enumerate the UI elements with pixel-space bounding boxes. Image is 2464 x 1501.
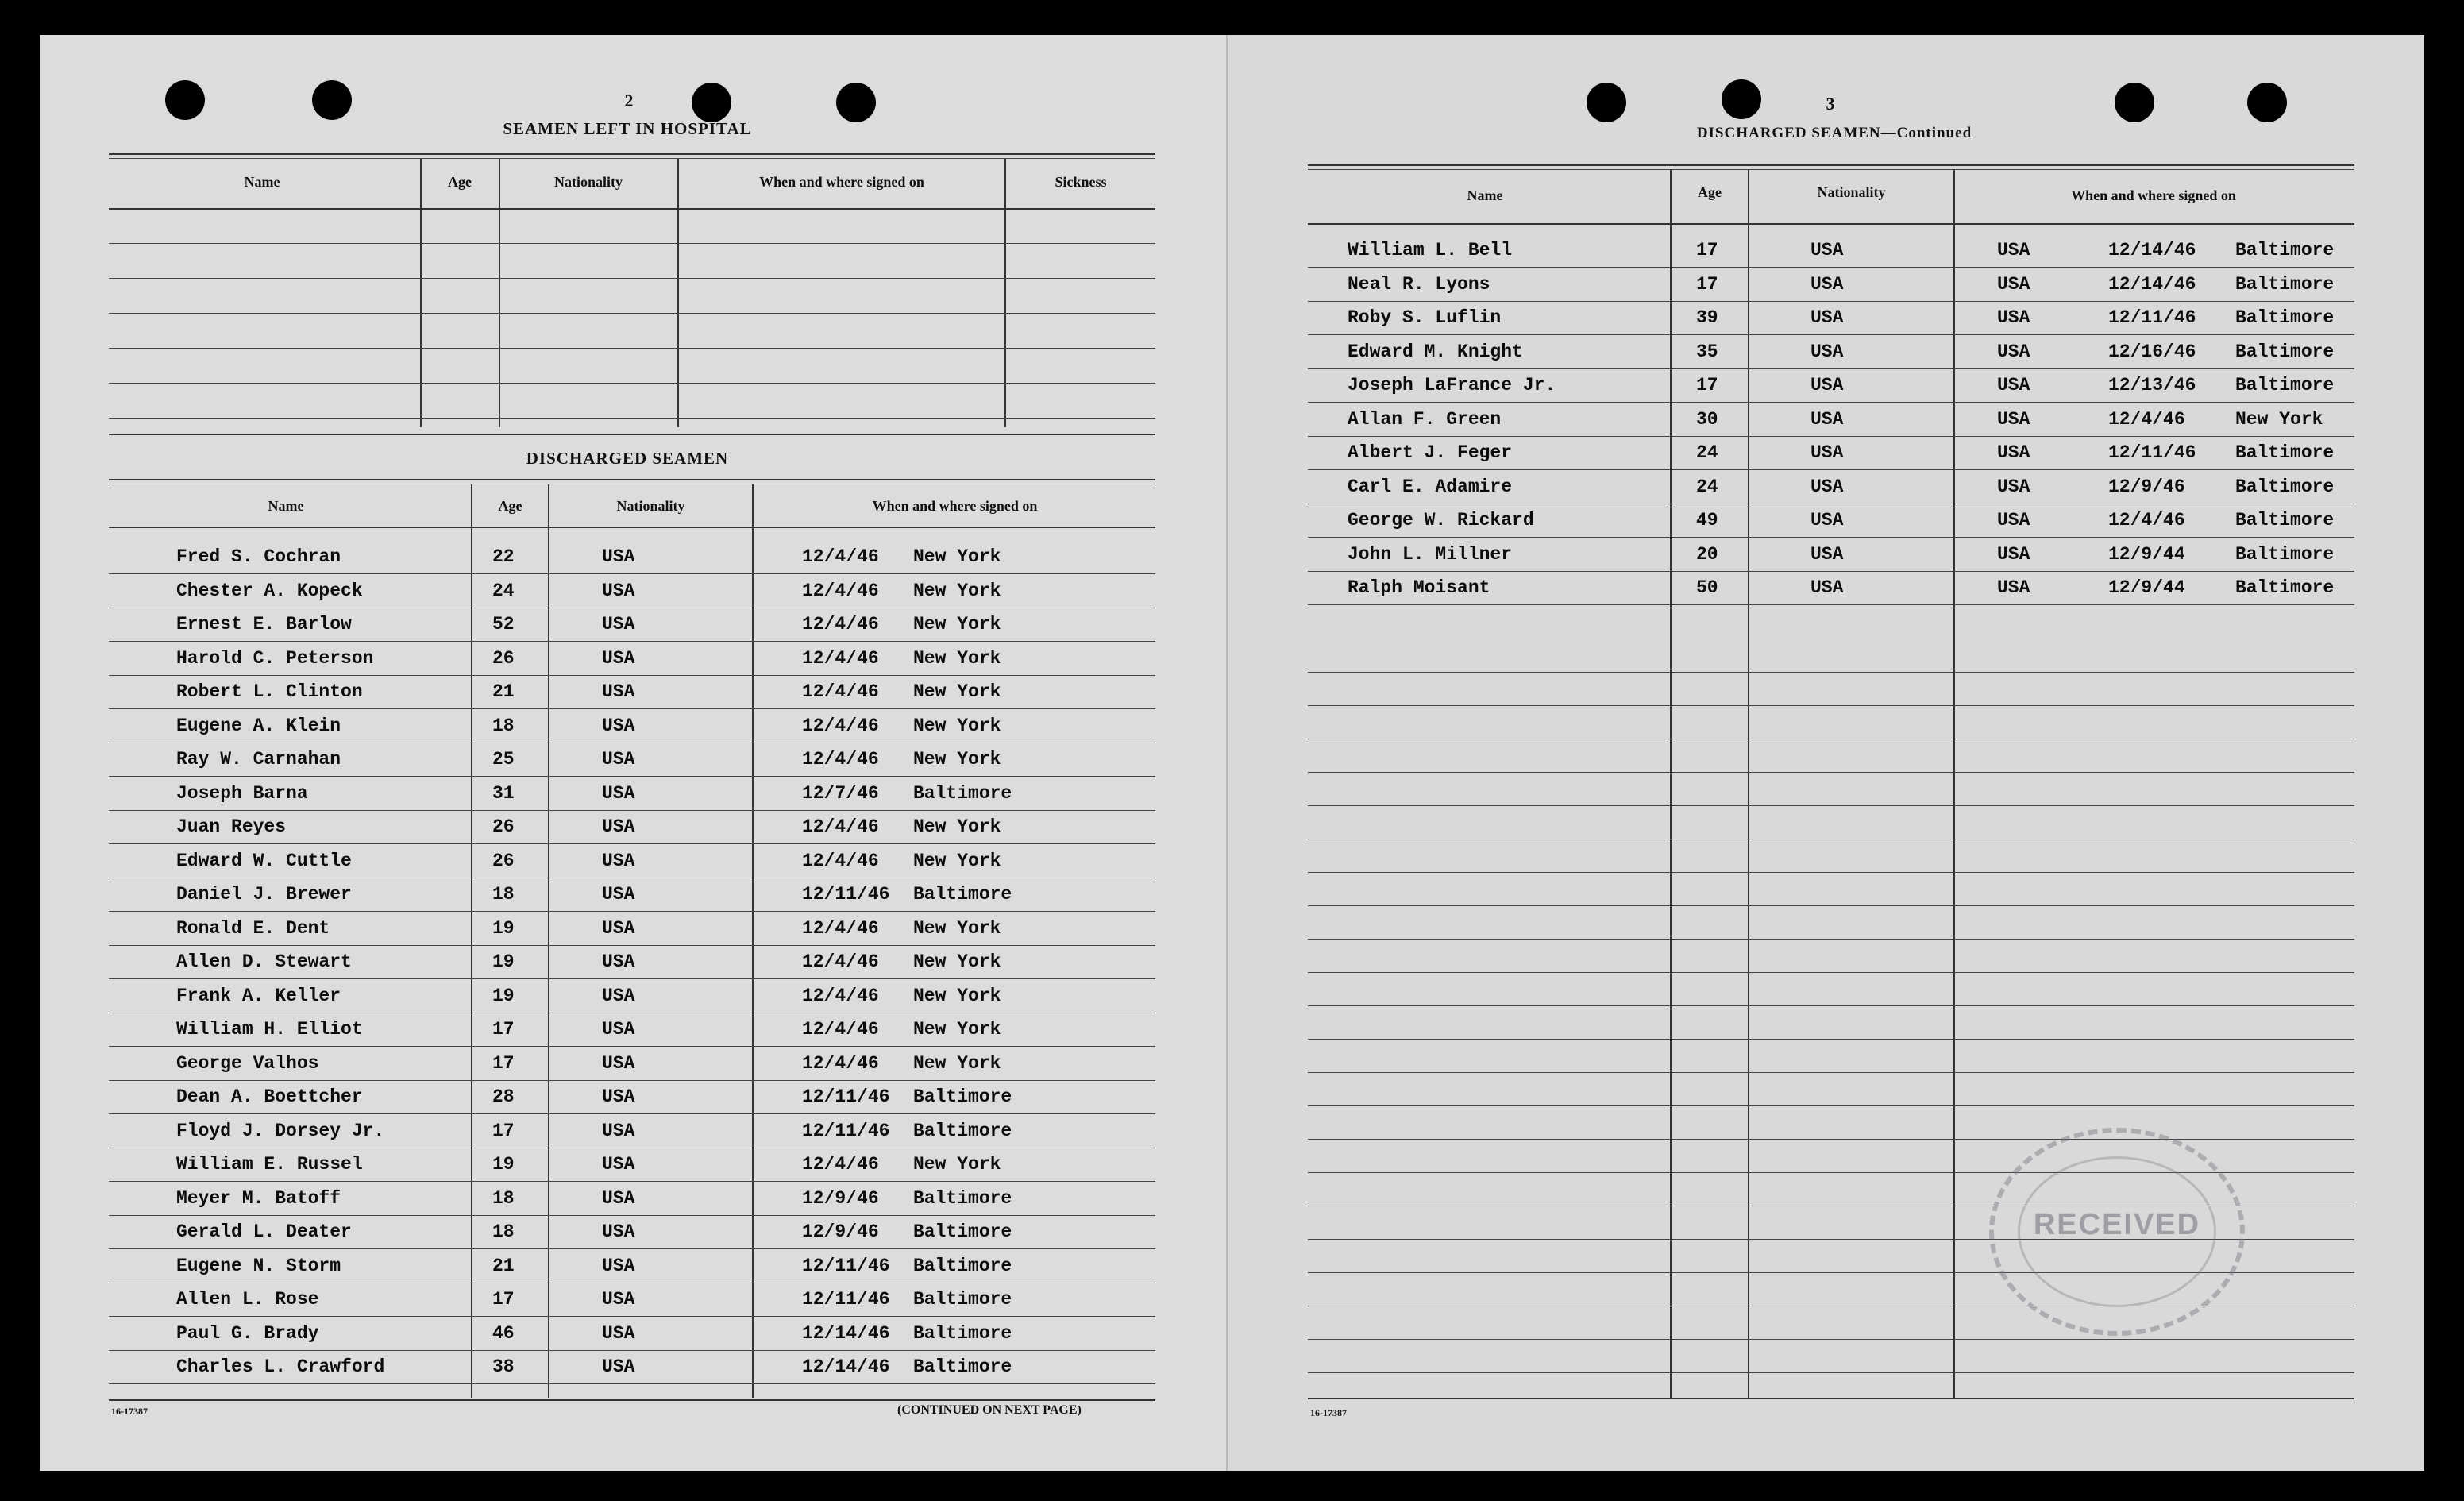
row-rule <box>1308 571 2354 572</box>
seaman-name: Allan F. Green <box>1348 409 1502 430</box>
seaman-nationality: USA <box>1810 477 1844 497</box>
row-rule <box>1308 402 2354 403</box>
signed-on-date: 12/4/46 <box>802 546 879 567</box>
signed-on-date: 12/4/46 <box>802 1154 879 1175</box>
page-fold <box>1226 35 1228 1471</box>
page-number-left: 2 <box>624 91 634 110</box>
seaman-name: Albert J. Feger <box>1348 442 1513 463</box>
signed-on-date: 12/4/46 <box>802 851 879 871</box>
signed-on-date: 12/4/46 <box>802 648 879 669</box>
signed-on-place: Baltimore <box>913 1356 1012 1377</box>
seaman-name: Paul G. Brady <box>176 1323 319 1344</box>
seaman-age: 19 <box>492 986 515 1006</box>
signed-on-country: USA <box>1997 409 2030 430</box>
seaman-age: 18 <box>492 716 515 736</box>
seaman-name: Meyer M. Batoff <box>176 1188 341 1209</box>
punch-hole <box>165 80 205 120</box>
seaman-name: Roby S. Luflin <box>1348 307 1502 328</box>
signed-on-date: 12/7/46 <box>802 783 879 804</box>
seaman-name: Ray W. Carnahan <box>176 749 341 770</box>
signed-on-date: 12/14/46 <box>802 1356 890 1377</box>
seaman-name: Ronald E. Dent <box>176 918 330 939</box>
signed-on-place: Baltimore <box>913 783 1012 804</box>
column-rule <box>1953 170 1955 1399</box>
signed-on-date: 12/11/46 <box>802 1121 890 1141</box>
seaman-nationality: USA <box>602 918 635 939</box>
signed-on-place: Baltimore <box>913 1121 1012 1141</box>
signed-on-country: USA <box>1997 442 2030 463</box>
seaman-age: 20 <box>1696 544 1718 565</box>
seaman-age: 18 <box>492 1221 515 1242</box>
continued-note: (CONTINUED ON NEXT PAGE) <box>897 1403 1082 1417</box>
row-rule <box>109 776 1155 777</box>
seaman-nationality: USA <box>602 986 635 1006</box>
seaman-age: 49 <box>1696 510 1718 531</box>
continued-header-name: Name <box>1467 187 1503 203</box>
signed-on-place: Baltimore <box>913 1086 1012 1107</box>
row-rule <box>109 810 1155 811</box>
stamp-label: RECEIVED <box>2033 1208 2201 1241</box>
seaman-name: Edward M. Knight <box>1348 341 1523 362</box>
rule <box>109 527 1155 528</box>
rule <box>109 243 1155 244</box>
row-rule <box>109 978 1155 979</box>
rule <box>109 479 1155 480</box>
row-rule <box>109 1383 1155 1384</box>
seaman-age: 50 <box>1696 577 1718 598</box>
seaman-name: Chester A. Kopeck <box>176 581 363 601</box>
row-rule <box>109 675 1155 676</box>
seaman-name: Allen L. Rose <box>176 1289 319 1310</box>
signed-on-place: Baltimore <box>913 884 1012 905</box>
signed-on-date: 12/11/46 <box>802 1256 890 1276</box>
seaman-age: 17 <box>1696 240 1718 260</box>
rule <box>109 158 1155 159</box>
seaman-nationality: USA <box>602 1019 635 1040</box>
seaman-nationality: USA <box>602 1188 635 1209</box>
seaman-age: 30 <box>1696 409 1718 430</box>
seaman-nationality: USA <box>602 884 635 905</box>
signed-on-country: USA <box>1997 375 2030 396</box>
seaman-name: Frank A. Keller <box>176 986 341 1006</box>
signed-on-place: Baltimore <box>913 1289 1012 1310</box>
seaman-name: Joseph Barna <box>176 783 308 804</box>
signed-on-place: New York <box>913 1019 1001 1040</box>
signed-on-country: USA <box>1997 477 2030 497</box>
seaman-nationality: USA <box>602 749 635 770</box>
signed-on-place: Baltimore <box>2235 375 2335 396</box>
row-rule <box>109 1181 1155 1182</box>
seaman-nationality: USA <box>1810 442 1844 463</box>
seaman-age: 17 <box>1696 375 1718 396</box>
seaman-nationality: USA <box>602 1256 635 1276</box>
seaman-nationality: USA <box>602 1221 635 1242</box>
rule <box>1308 223 2354 225</box>
seaman-nationality: USA <box>602 1053 635 1074</box>
rule <box>109 348 1155 349</box>
hospital-header-age: Age <box>448 174 472 190</box>
seaman-nationality: USA <box>1810 341 1844 362</box>
column-rule <box>1670 170 1672 1399</box>
seaman-nationality: USA <box>602 546 635 567</box>
column-rule <box>548 484 549 1398</box>
seaman-age: 24 <box>1696 442 1718 463</box>
hospital-header-nationality: Nationality <box>553 174 623 190</box>
signed-on-date: 12/16/46 <box>2108 341 2196 362</box>
signed-on-place: Baltimore <box>2235 442 2335 463</box>
row-rule <box>1308 1372 2354 1373</box>
seaman-nationality: USA <box>1810 274 1844 295</box>
signed-on-date: 12/4/46 <box>2108 409 2185 430</box>
rule <box>109 208 1155 210</box>
seaman-age: 39 <box>1696 307 1718 328</box>
row-rule <box>1308 1339 2354 1340</box>
seaman-nationality: USA <box>1810 544 1844 565</box>
row-rule <box>1308 267 2354 268</box>
signed-on-country: USA <box>1997 240 2030 260</box>
page-number-right: 3 <box>1826 94 1835 114</box>
seaman-nationality: USA <box>602 614 635 635</box>
signed-on-place: New York <box>913 1154 1001 1175</box>
signed-on-date: 12/11/46 <box>2108 442 2196 463</box>
punch-hole <box>2115 83 2154 122</box>
seaman-age: 17 <box>492 1019 515 1040</box>
row-rule <box>109 708 1155 709</box>
signed-on-date: 12/4/46 <box>802 1053 879 1074</box>
seaman-age: 21 <box>492 1256 515 1276</box>
signed-on-date: 12/14/46 <box>2108 240 2196 260</box>
row-rule <box>109 1215 1155 1216</box>
signed-on-place: New York <box>913 614 1001 635</box>
seaman-age: 28 <box>492 1086 515 1107</box>
row-rule <box>109 1350 1155 1351</box>
seaman-age: 17 <box>492 1053 515 1074</box>
punch-hole <box>692 83 731 122</box>
signed-on-place: New York <box>913 581 1001 601</box>
seaman-age: 18 <box>492 1188 515 1209</box>
signed-on-country: USA <box>1997 274 2030 295</box>
discharged-section-title: DISCHARGED SEAMEN <box>526 449 729 468</box>
signed-on-place: New York <box>913 648 1001 669</box>
rule <box>109 383 1155 384</box>
continued-header-age: Age <box>1698 184 1722 200</box>
signed-on-date: 12/4/46 <box>2108 510 2185 531</box>
seaman-name: Joseph LaFrance Jr. <box>1348 375 1556 396</box>
row-rule <box>109 843 1155 844</box>
signed-on-place: New York <box>913 986 1001 1006</box>
seaman-nationality: USA <box>602 581 635 601</box>
seaman-age: 19 <box>492 1154 515 1175</box>
signed-on-country: USA <box>1997 544 2030 565</box>
discharged-continued-title: DISCHARGED SEAMEN—Continued <box>1696 125 1972 141</box>
seaman-name: Daniel J. Brewer <box>176 884 352 905</box>
seaman-nationality: USA <box>602 1154 635 1175</box>
signed-on-place: Baltimore <box>913 1221 1012 1242</box>
seaman-nationality: USA <box>1810 307 1844 328</box>
seaman-name: Edward W. Cuttle <box>176 851 352 871</box>
discharged-header-nationality: Nationality <box>616 498 685 514</box>
row-rule <box>109 1113 1155 1114</box>
seaman-name: Ernest E. Barlow <box>176 614 352 635</box>
row-rule <box>1308 537 2354 538</box>
row-rule <box>1308 905 2354 906</box>
discharged-header-age: Age <box>498 498 522 514</box>
signed-on-date: 12/11/46 <box>802 1086 890 1107</box>
received-stamp <box>1989 1128 2245 1336</box>
seaman-nationality: USA <box>602 648 635 669</box>
seaman-name: Eugene N. Storm <box>176 1256 341 1276</box>
seaman-name: Neal R. Lyons <box>1348 274 1490 295</box>
signed-on-place: New York <box>2235 409 2323 430</box>
row-rule <box>109 911 1155 912</box>
seaman-age: 19 <box>492 951 515 972</box>
rule <box>109 434 1155 435</box>
signed-on-place: New York <box>913 681 1001 702</box>
row-rule <box>109 945 1155 946</box>
column-rule <box>471 484 472 1398</box>
rule <box>109 418 1155 419</box>
rule <box>1308 169 2354 170</box>
signed-on-place: Baltimore <box>2235 274 2335 295</box>
seaman-age: 17 <box>492 1121 515 1141</box>
seaman-name: Robert L. Clinton <box>176 681 363 702</box>
seaman-age: 26 <box>492 816 515 837</box>
row-rule <box>109 1080 1155 1081</box>
rule <box>1308 164 2354 166</box>
seaman-name: Eugene A. Klein <box>176 716 341 736</box>
seaman-name: Allen D. Stewart <box>176 951 352 972</box>
signed-on-date: 12/4/46 <box>802 951 879 972</box>
row-rule <box>1308 1005 2354 1006</box>
hospital-header-name: Name <box>244 174 280 190</box>
punch-hole <box>2247 83 2287 122</box>
signed-on-date: 12/9/46 <box>2108 477 2185 497</box>
row-rule <box>1308 1039 2354 1040</box>
seaman-name: Fred S. Cochran <box>176 546 341 567</box>
signed-on-place: New York <box>913 851 1001 871</box>
signed-on-date: 12/11/46 <box>802 1289 890 1310</box>
seaman-nationality: USA <box>602 1289 635 1310</box>
seaman-nationality: USA <box>602 1323 635 1344</box>
row-rule <box>1308 772 2354 773</box>
row-rule <box>1308 1139 2354 1140</box>
seaman-nationality: USA <box>1810 240 1844 260</box>
signed-on-date: 12/11/46 <box>2108 307 2196 328</box>
row-rule <box>1308 805 2354 806</box>
row-rule <box>109 1248 1155 1249</box>
hospital-section-title: SEAMEN LEFT IN HOSPITAL <box>503 119 752 138</box>
signed-on-country: USA <box>1997 341 2030 362</box>
signed-on-place: Baltimore <box>2235 577 2335 598</box>
signed-on-place: Baltimore <box>913 1323 1012 1344</box>
seaman-age: 19 <box>492 918 515 939</box>
row-rule <box>1308 301 2354 302</box>
seaman-name: William L. Bell <box>1348 240 1513 260</box>
column-rule <box>499 159 500 427</box>
row-rule <box>109 1046 1155 1047</box>
seaman-nationality: USA <box>602 851 635 871</box>
signed-on-date: 12/4/46 <box>802 581 879 601</box>
row-rule <box>1308 436 2354 437</box>
seaman-nationality: USA <box>602 1356 635 1377</box>
seaman-name: Dean A. Boettcher <box>176 1086 363 1107</box>
seaman-name: John L. Millner <box>1348 544 1513 565</box>
signed-on-date: 12/9/44 <box>2108 577 2185 598</box>
continued-header-nationality: Nationality <box>1817 184 1886 200</box>
signed-on-country: USA <box>1997 510 2030 531</box>
signed-on-place: New York <box>913 951 1001 972</box>
seaman-age: 18 <box>492 884 515 905</box>
seaman-nationality: USA <box>602 951 635 972</box>
rule <box>109 278 1155 279</box>
signed-on-date: 12/11/46 <box>802 884 890 905</box>
discharged-header-signed-on: When and where signed on <box>872 498 1038 514</box>
signed-on-date: 12/9/44 <box>2108 544 2185 565</box>
row-rule <box>1308 334 2354 335</box>
signed-on-date: 12/9/46 <box>802 1188 879 1209</box>
punch-hole <box>312 80 352 120</box>
seaman-name: George W. Rickard <box>1348 510 1534 531</box>
signed-on-date: 12/14/46 <box>2108 274 2196 295</box>
column-rule <box>1748 170 1749 1399</box>
seaman-age: 26 <box>492 648 515 669</box>
seaman-name: Harold C. Peterson <box>176 648 374 669</box>
seaman-name: Carl E. Adamire <box>1348 477 1513 497</box>
seaman-age: 46 <box>492 1323 515 1344</box>
seaman-age: 52 <box>492 614 515 635</box>
column-rule <box>752 484 754 1398</box>
signed-on-date: 12/4/46 <box>802 986 879 1006</box>
row-rule <box>1308 368 2354 369</box>
signed-on-date: 12/9/46 <box>802 1221 879 1242</box>
column-rule <box>1004 159 1006 427</box>
signed-on-place: New York <box>913 716 1001 736</box>
seaman-name: Juan Reyes <box>176 816 287 837</box>
hospital-header-signed-on: When and where signed on <box>759 174 924 190</box>
seaman-nationality: USA <box>602 783 635 804</box>
column-rule <box>677 159 679 427</box>
seaman-age: 25 <box>492 749 515 770</box>
seaman-age: 24 <box>1696 477 1718 497</box>
row-rule <box>1308 1105 2354 1106</box>
seaman-age: 26 <box>492 851 515 871</box>
row-rule <box>1308 672 2354 673</box>
row-rule <box>1308 872 2354 873</box>
signed-on-place: New York <box>913 546 1001 567</box>
seaman-nationality: USA <box>1810 409 1844 430</box>
seaman-age: 31 <box>492 783 515 804</box>
rule <box>109 153 1155 155</box>
row-rule <box>109 1316 1155 1317</box>
seaman-age: 17 <box>492 1289 515 1310</box>
seaman-nationality: USA <box>602 681 635 702</box>
seaman-name: Gerald L. Deater <box>176 1221 352 1242</box>
seaman-nationality: USA <box>602 1121 635 1141</box>
row-rule <box>1308 939 2354 940</box>
row-rule <box>1308 469 2354 470</box>
seaman-name: William H. Elliot <box>176 1019 363 1040</box>
rule <box>109 313 1155 314</box>
seaman-age: 38 <box>492 1356 515 1377</box>
seaman-name: Floyd J. Dorsey Jr. <box>176 1121 385 1141</box>
seaman-age: 35 <box>1696 341 1718 362</box>
row-rule <box>109 573 1155 574</box>
row-rule <box>1308 972 2354 973</box>
signed-on-date: 12/4/46 <box>802 1019 879 1040</box>
signed-on-date: 12/4/46 <box>802 749 879 770</box>
signed-on-place: Baltimore <box>913 1256 1012 1276</box>
seaman-nationality: USA <box>602 816 635 837</box>
row-rule <box>1308 604 2354 605</box>
signed-on-place: New York <box>913 749 1001 770</box>
seaman-name: Charles L. Crawford <box>176 1356 385 1377</box>
signed-on-place: Baltimore <box>2235 341 2335 362</box>
punch-hole <box>836 83 876 122</box>
seaman-nationality: USA <box>602 716 635 736</box>
signed-on-place: Baltimore <box>2235 240 2335 260</box>
seaman-name: Ralph Moisant <box>1348 577 1490 598</box>
signed-on-date: 12/4/46 <box>802 614 879 635</box>
signed-on-place: New York <box>913 816 1001 837</box>
signed-on-date: 12/13/46 <box>2108 375 2196 396</box>
signed-on-place: Baltimore <box>2235 510 2335 531</box>
seaman-name: George Valhos <box>176 1053 319 1074</box>
seaman-name: William E. Russel <box>176 1154 363 1175</box>
seaman-nationality: USA <box>1810 510 1844 531</box>
signed-on-date: 12/4/46 <box>802 716 879 736</box>
signed-on-country: USA <box>1997 577 2030 598</box>
row-rule <box>109 641 1155 642</box>
signed-on-country: USA <box>1997 307 2030 328</box>
rule <box>1308 1398 2354 1399</box>
rule <box>109 1399 1155 1401</box>
signed-on-place: New York <box>913 1053 1001 1074</box>
signed-on-place: New York <box>913 918 1001 939</box>
signed-on-date: 12/14/46 <box>802 1323 890 1344</box>
seaman-nationality: USA <box>602 1086 635 1107</box>
signed-on-date: 12/4/46 <box>802 816 879 837</box>
seaman-age: 22 <box>492 546 515 567</box>
row-rule <box>1308 705 2354 706</box>
signed-on-place: Baltimore <box>2235 477 2335 497</box>
hospital-header-sickness: Sickness <box>1055 174 1107 190</box>
signed-on-date: 12/4/46 <box>802 918 879 939</box>
signed-on-place: Baltimore <box>913 1188 1012 1209</box>
signed-on-place: Baltimore <box>2235 544 2335 565</box>
form-code-right: 16-17387 <box>1310 1407 1347 1418</box>
signed-on-place: Baltimore <box>2235 307 2335 328</box>
punch-hole <box>1722 79 1761 119</box>
form-code-left: 16-17387 <box>111 1406 148 1417</box>
row-rule <box>1308 1072 2354 1073</box>
seaman-age: 17 <box>1696 274 1718 295</box>
seaman-age: 21 <box>492 681 515 702</box>
discharged-header-name: Name <box>268 498 304 514</box>
seaman-age: 24 <box>492 581 515 601</box>
punch-hole <box>1587 83 1626 122</box>
seaman-nationality: USA <box>1810 577 1844 598</box>
signed-on-date: 12/4/46 <box>802 681 879 702</box>
seaman-nationality: USA <box>1810 375 1844 396</box>
column-rule <box>420 159 422 427</box>
continued-header-signed-on: When and where signed on <box>2071 187 2236 203</box>
